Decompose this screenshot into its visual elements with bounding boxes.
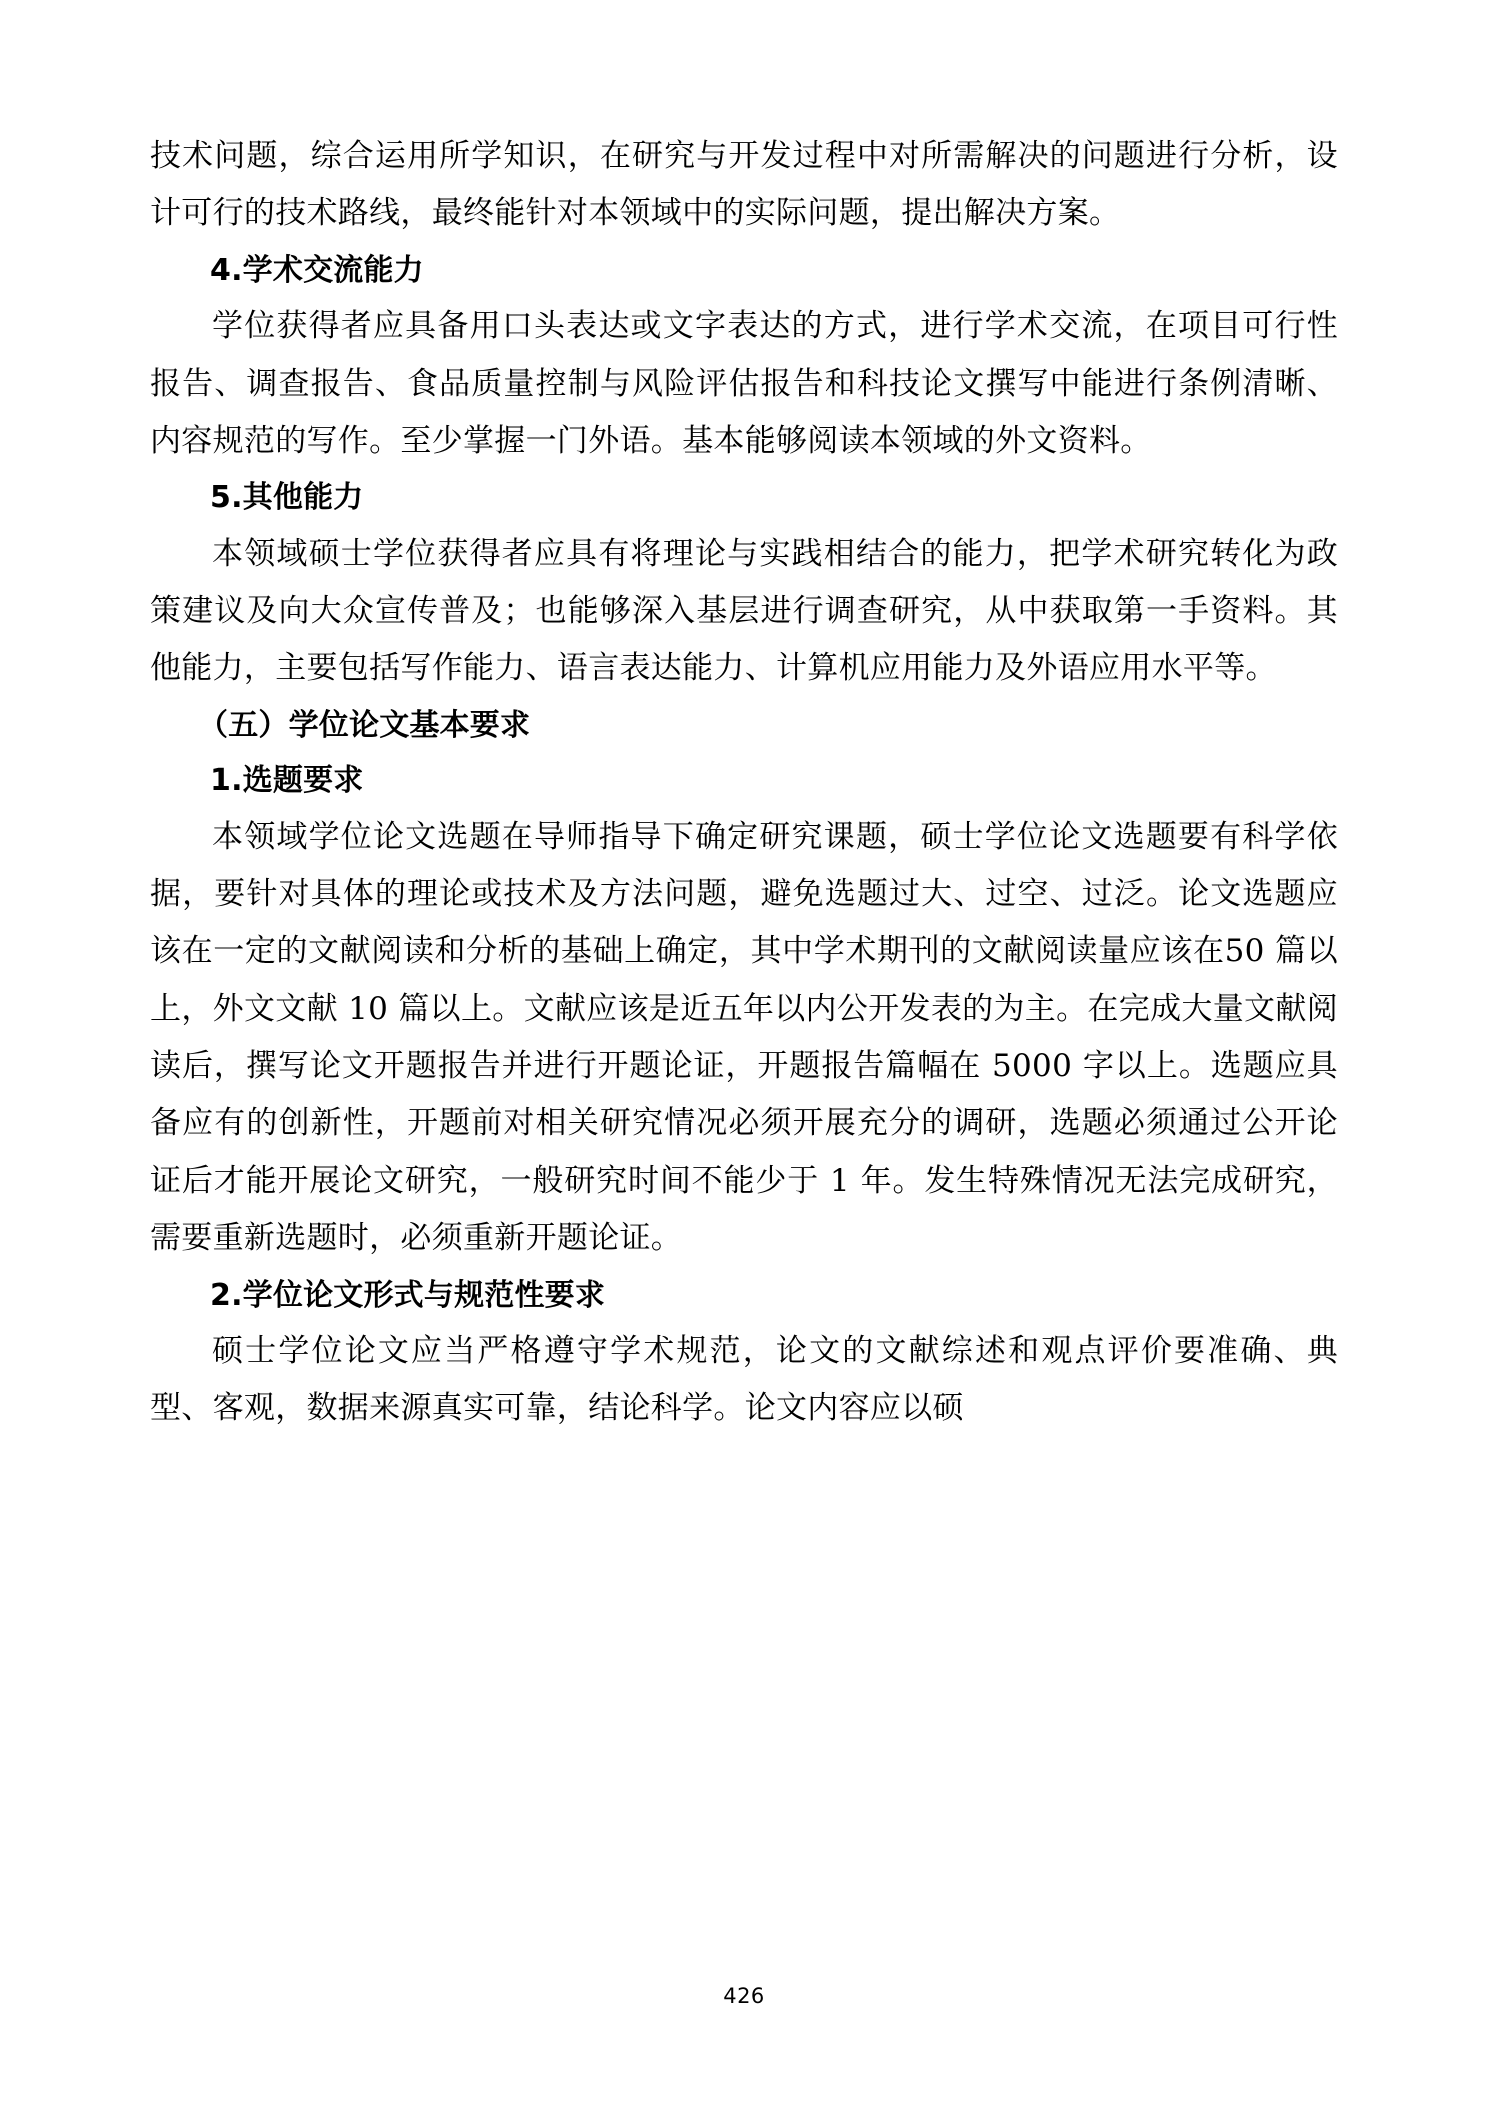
heading-thesis-requirements: （五）学位论文基本要求 [198,707,531,743]
paragraph-topic-requirements: 本领域学位论文选题在导师指导下确定研究课题，硕士学位论文选题要有科学依据，要针对具体的理论或技术及方法问题，避免选题过大、过空、过泛。论文选题应该在一定的文献阅读和分析的基础上确定，其中学术期刊的文献阅读量应该在50 篇以上，外文文献 10 篇以上。文献应该是近五年以内公开发表的为主。在完成大量文献阅读后，撰写论文开题报告并进行开题论证，开题报告篇幅在 5000 字以上。选题应具备应有的创新性，开题前对相关研究情况必须开展充分的调研，选题必须通过公开论证后才能开展论文研究，一般研究时间不能少于 1 年。发生特殊情况无法完成研究，需要重新选题时，必须重新开题论证。 [150,818,1338,1257]
page-number: 426 [723,1984,765,2008]
paragraph-academic-exchange: 学位获得者应具备用口头表达或文字表达的方式，进行学术交流，在项目可行性报告、调查报告、食品质量控制与风险评估报告和科技论文撰写中能进行条例清晰、 内容规范的写作。至少掌握一门外语。基本能够阅读本领域的外文资料。 [150,308,1338,459]
heading-other-abilities: 5.其他能力 [210,480,364,516]
heading-format-requirements: 2.学位论文形式与规范性要求 [210,1277,606,1313]
heading-academic-exchange: 4.学术交流能力 [210,252,424,288]
paragraph-format-requirements: 硕士学位论文应当严格遵守学术规范，论文的文献综述和观点评价要准确、典型、客观，数据来源真实可靠，结论科学。论文内容应以硕 [150,1333,1338,1427]
paragraph-continuation: 技术问题，综合运用所学知识，在研究与开发过程中对所需解决的问题进行分析，设计可行的技术路线，最终能针对本领域中的实际问题，提出解决方案。 [150,138,1338,232]
paragraph-other-abilities: 本领域硕士学位获得者应具有将理论与实践相结合的能力，把学术研究转化为政策建议及向大众宣传普及；也能够深入基层进行调查研究，从中获取第一手资料。其他能力，主要包括写作能力、语言表达能力、计算机应用能力及外语应用水平等。 [150,535,1338,687]
heading-topic-requirements: 1.选题要求 [210,763,364,799]
